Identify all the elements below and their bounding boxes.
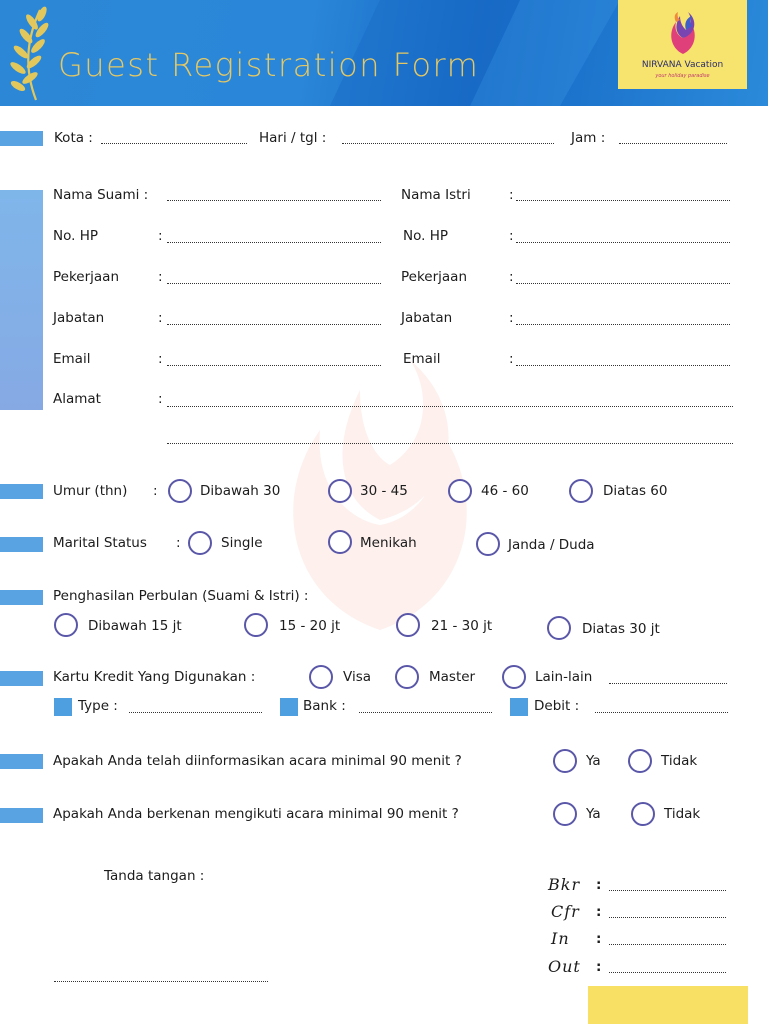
colon: : — [509, 228, 514, 244]
bkr-field[interactable] — [609, 890, 726, 891]
colon: : — [158, 391, 163, 407]
income-label: Penghasilan Perbulan (Suami & Istri) : — [53, 588, 309, 604]
umur-radio-diatas-60[interactable] — [569, 479, 593, 503]
alamat-field-line1[interactable] — [167, 406, 733, 407]
nama-istri-label: Nama Istri — [401, 187, 471, 203]
colon: : — [158, 228, 163, 244]
q1-yes-label: Ya — [586, 753, 601, 769]
no-hp-istri-field[interactable] — [516, 242, 730, 243]
debit-field[interactable] — [595, 712, 728, 713]
pekerjaan-istri-field[interactable] — [516, 283, 730, 284]
jam-field[interactable] — [619, 143, 727, 144]
bank-field[interactable] — [359, 712, 492, 713]
nama-istri-field[interactable] — [516, 200, 730, 201]
credit-radio-visa[interactable] — [309, 665, 333, 689]
section-marker — [0, 131, 43, 146]
credit-option-label: Lain-lain — [535, 669, 593, 685]
colon: : — [158, 269, 163, 285]
pekerjaan-istri-label: Pekerjaan — [401, 269, 468, 285]
phoenix-logo-icon — [662, 8, 704, 58]
colon: : — [596, 931, 602, 947]
colon: : — [153, 483, 158, 499]
q2-radio-ya[interactable] — [553, 802, 577, 826]
jabatan-suami-label: Jabatan — [53, 310, 105, 326]
hari-tgl-field[interactable] — [342, 143, 554, 144]
colon: : — [158, 310, 163, 326]
credit-option-label: Master — [429, 669, 476, 685]
marital-radio-single[interactable] — [188, 531, 212, 555]
income-radio-15-20[interactable] — [244, 613, 268, 637]
guest-section-marker — [0, 190, 43, 410]
credit-option-label: Visa — [343, 669, 371, 685]
section-marker — [0, 808, 43, 823]
out-field[interactable] — [609, 972, 726, 973]
laurel-icon — [6, 4, 52, 102]
income-option-label: 15 - 20 jt — [279, 618, 341, 634]
q2-no-label: Tidak — [664, 806, 701, 822]
no-hp-istri-label: No. HP — [403, 228, 448, 244]
income-radio-diatas-30[interactable] — [547, 616, 571, 640]
cfr-label: Cfr — [551, 902, 580, 921]
umur-radio-30-45[interactable] — [328, 479, 352, 503]
umur-option-label: 30 - 45 — [360, 483, 408, 499]
no-hp-suami-field[interactable] — [167, 242, 381, 243]
logo-tagline: your holiday paradise — [655, 73, 710, 79]
section-marker — [0, 590, 43, 605]
umur-option-label: Diatas 60 — [603, 483, 668, 499]
marital-label: Marital Status — [53, 535, 147, 551]
umur-radio-46-60[interactable] — [448, 479, 472, 503]
jabatan-istri-field[interactable] — [516, 324, 730, 325]
income-option-label: Dibawah 15 jt — [88, 618, 182, 634]
pekerjaan-suami-field[interactable] — [167, 283, 381, 284]
credit-radio-lain-lain[interactable] — [502, 665, 526, 689]
credit-radio-master[interactable] — [395, 665, 419, 689]
q2-yes-label: Ya — [586, 806, 601, 822]
cfr-field[interactable] — [609, 917, 726, 918]
in-field[interactable] — [609, 944, 726, 945]
section-marker — [0, 671, 43, 686]
debit-label: Debit : — [534, 698, 580, 714]
q2-radio-tidak[interactable] — [631, 802, 655, 826]
alamat-label: Alamat — [53, 391, 101, 407]
bank-checkbox[interactable] — [280, 698, 298, 716]
q1-no-label: Tidak — [661, 753, 698, 769]
in-label: In — [551, 929, 570, 948]
umur-label: Umur (thn) — [53, 483, 128, 499]
marital-radio-menikah[interactable] — [328, 530, 352, 554]
umur-option-label: Dibawah 30 — [200, 483, 281, 499]
income-option-label: Diatas 30 jt — [582, 621, 660, 637]
email-istri-label: Email — [403, 351, 441, 367]
colon: : — [509, 269, 514, 285]
bank-label: Bank : — [303, 698, 346, 714]
out-label: Out — [548, 957, 581, 976]
colon: : — [176, 535, 181, 551]
footer-accent-block — [588, 986, 748, 1024]
alamat-field-line2[interactable] — [167, 443, 733, 444]
colon: : — [509, 351, 514, 367]
umur-radio-dibawah-30[interactable] — [168, 479, 192, 503]
pekerjaan-suami-label: Pekerjaan — [53, 269, 120, 285]
email-suami-label: Email — [53, 351, 91, 367]
income-option-label: 21 - 30 jt — [431, 618, 493, 634]
type-label: Type : — [78, 698, 118, 714]
signature-line[interactable] — [54, 981, 268, 982]
signature-label: Tanda tangan : — [104, 868, 205, 884]
kota-label: Kota : — [54, 130, 93, 146]
marital-option-label: Janda / Duda — [508, 537, 595, 553]
bkr-label: Bkr — [548, 875, 581, 894]
type-checkbox[interactable] — [54, 698, 72, 716]
email-suami-field[interactable] — [167, 365, 381, 366]
marital-option-label: Single — [221, 535, 263, 551]
hari-tgl-label: Hari / tgl : — [259, 130, 327, 146]
debit-checkbox[interactable] — [510, 698, 528, 716]
lain-lain-field[interactable] — [609, 683, 727, 684]
no-hp-suami-label: No. HP — [53, 228, 98, 244]
q1-radio-ya[interactable] — [553, 749, 577, 773]
marital-radio-janda-duda[interactable] — [476, 532, 500, 556]
question-willing: Apakah Anda berkenan mengikuti acara minimal 90 menit ? — [53, 806, 459, 822]
email-istri-field[interactable] — [516, 365, 730, 366]
section-marker — [0, 537, 43, 552]
section-marker — [0, 754, 43, 769]
income-radio-dibawah-15[interactable] — [54, 613, 78, 637]
colon: : — [596, 904, 602, 920]
q1-radio-tidak[interactable] — [628, 749, 652, 773]
nama-suami-label: Nama Suami : — [53, 187, 149, 203]
colon: : — [509, 310, 514, 326]
type-field[interactable] — [129, 712, 262, 713]
brand-logo — [618, 0, 747, 89]
credit-card-label: Kartu Kredit Yang Digunakan : — [53, 669, 256, 685]
income-radio-21-30[interactable] — [396, 613, 420, 637]
umur-option-label: 46 - 60 — [481, 483, 529, 499]
colon: : — [596, 877, 602, 893]
colon: : — [158, 351, 163, 367]
jabatan-suami-field[interactable] — [167, 324, 381, 325]
jam-label: Jam : — [571, 130, 606, 146]
marital-option-label: Menikah — [360, 535, 417, 551]
colon: : — [596, 959, 602, 975]
logo-name: NIRVANA Vacation — [641, 60, 724, 70]
jabatan-istri-label: Jabatan — [401, 310, 453, 326]
question-informed: Apakah Anda telah diinformasikan acara minimal 90 menit ? — [53, 753, 462, 769]
section-marker — [0, 484, 43, 499]
form-title: Guest Registration Form — [58, 46, 480, 84]
colon: : — [509, 187, 514, 203]
kota-field[interactable] — [101, 143, 247, 144]
nama-suami-field[interactable] — [167, 200, 381, 201]
